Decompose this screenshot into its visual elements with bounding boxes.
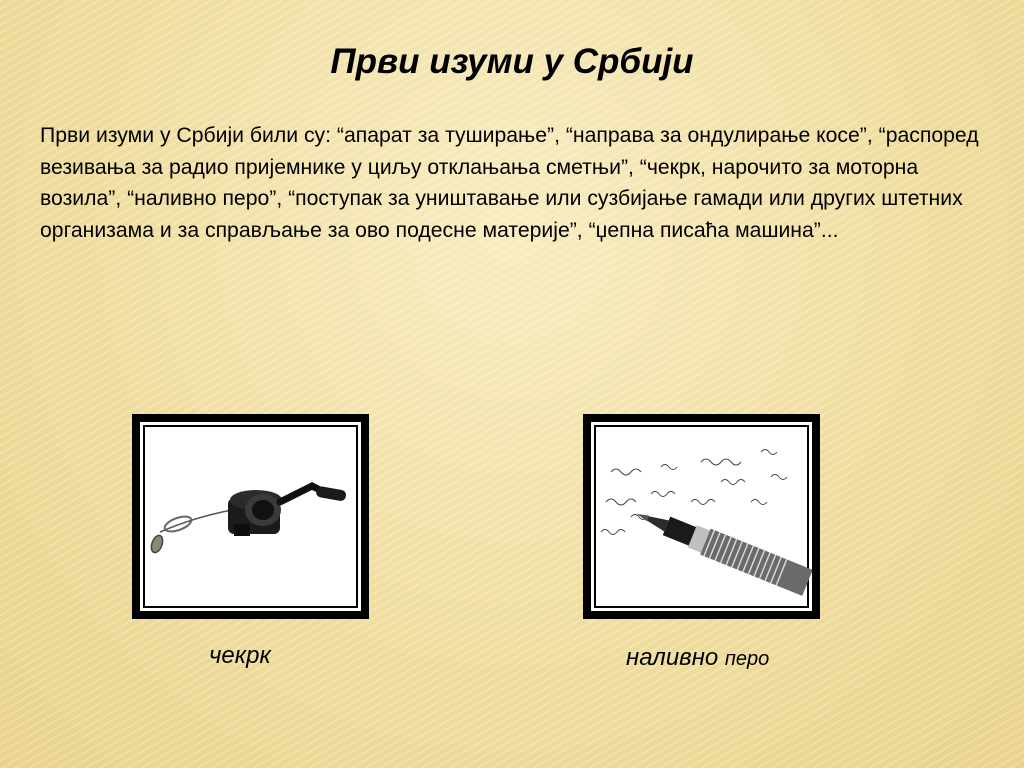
body-rest: су: “апарат за туширање”, “направа за ондулирање косе”, “распоред везивања за радио пријемнике у циљу отклањања сметњи”, “чекрк, нарочито за моторна возила”, “наливно перо”, “поступак за уништавање или сузбијање гамади или других штетних организама и за справљање за ово подесне материје”, “џепна писаћа машина”... xyxy=(40,124,979,242)
winch-caption: чекрк xyxy=(209,642,271,669)
fountain-pen-caption-small: перо xyxy=(724,648,770,670)
winch-icon xyxy=(140,422,361,611)
fountain-pen-icon xyxy=(591,422,812,611)
body-lead: Први изуми у Србији били xyxy=(40,124,299,147)
fountain-pen-image-frame xyxy=(583,414,820,619)
body-paragraph xyxy=(40,120,990,246)
winch-image-frame xyxy=(132,414,369,619)
fountain-pen-caption-main: наливно xyxy=(626,644,719,671)
slide-title: Први изуми у Србији xyxy=(330,42,694,81)
fountain-pen-caption xyxy=(626,644,769,672)
